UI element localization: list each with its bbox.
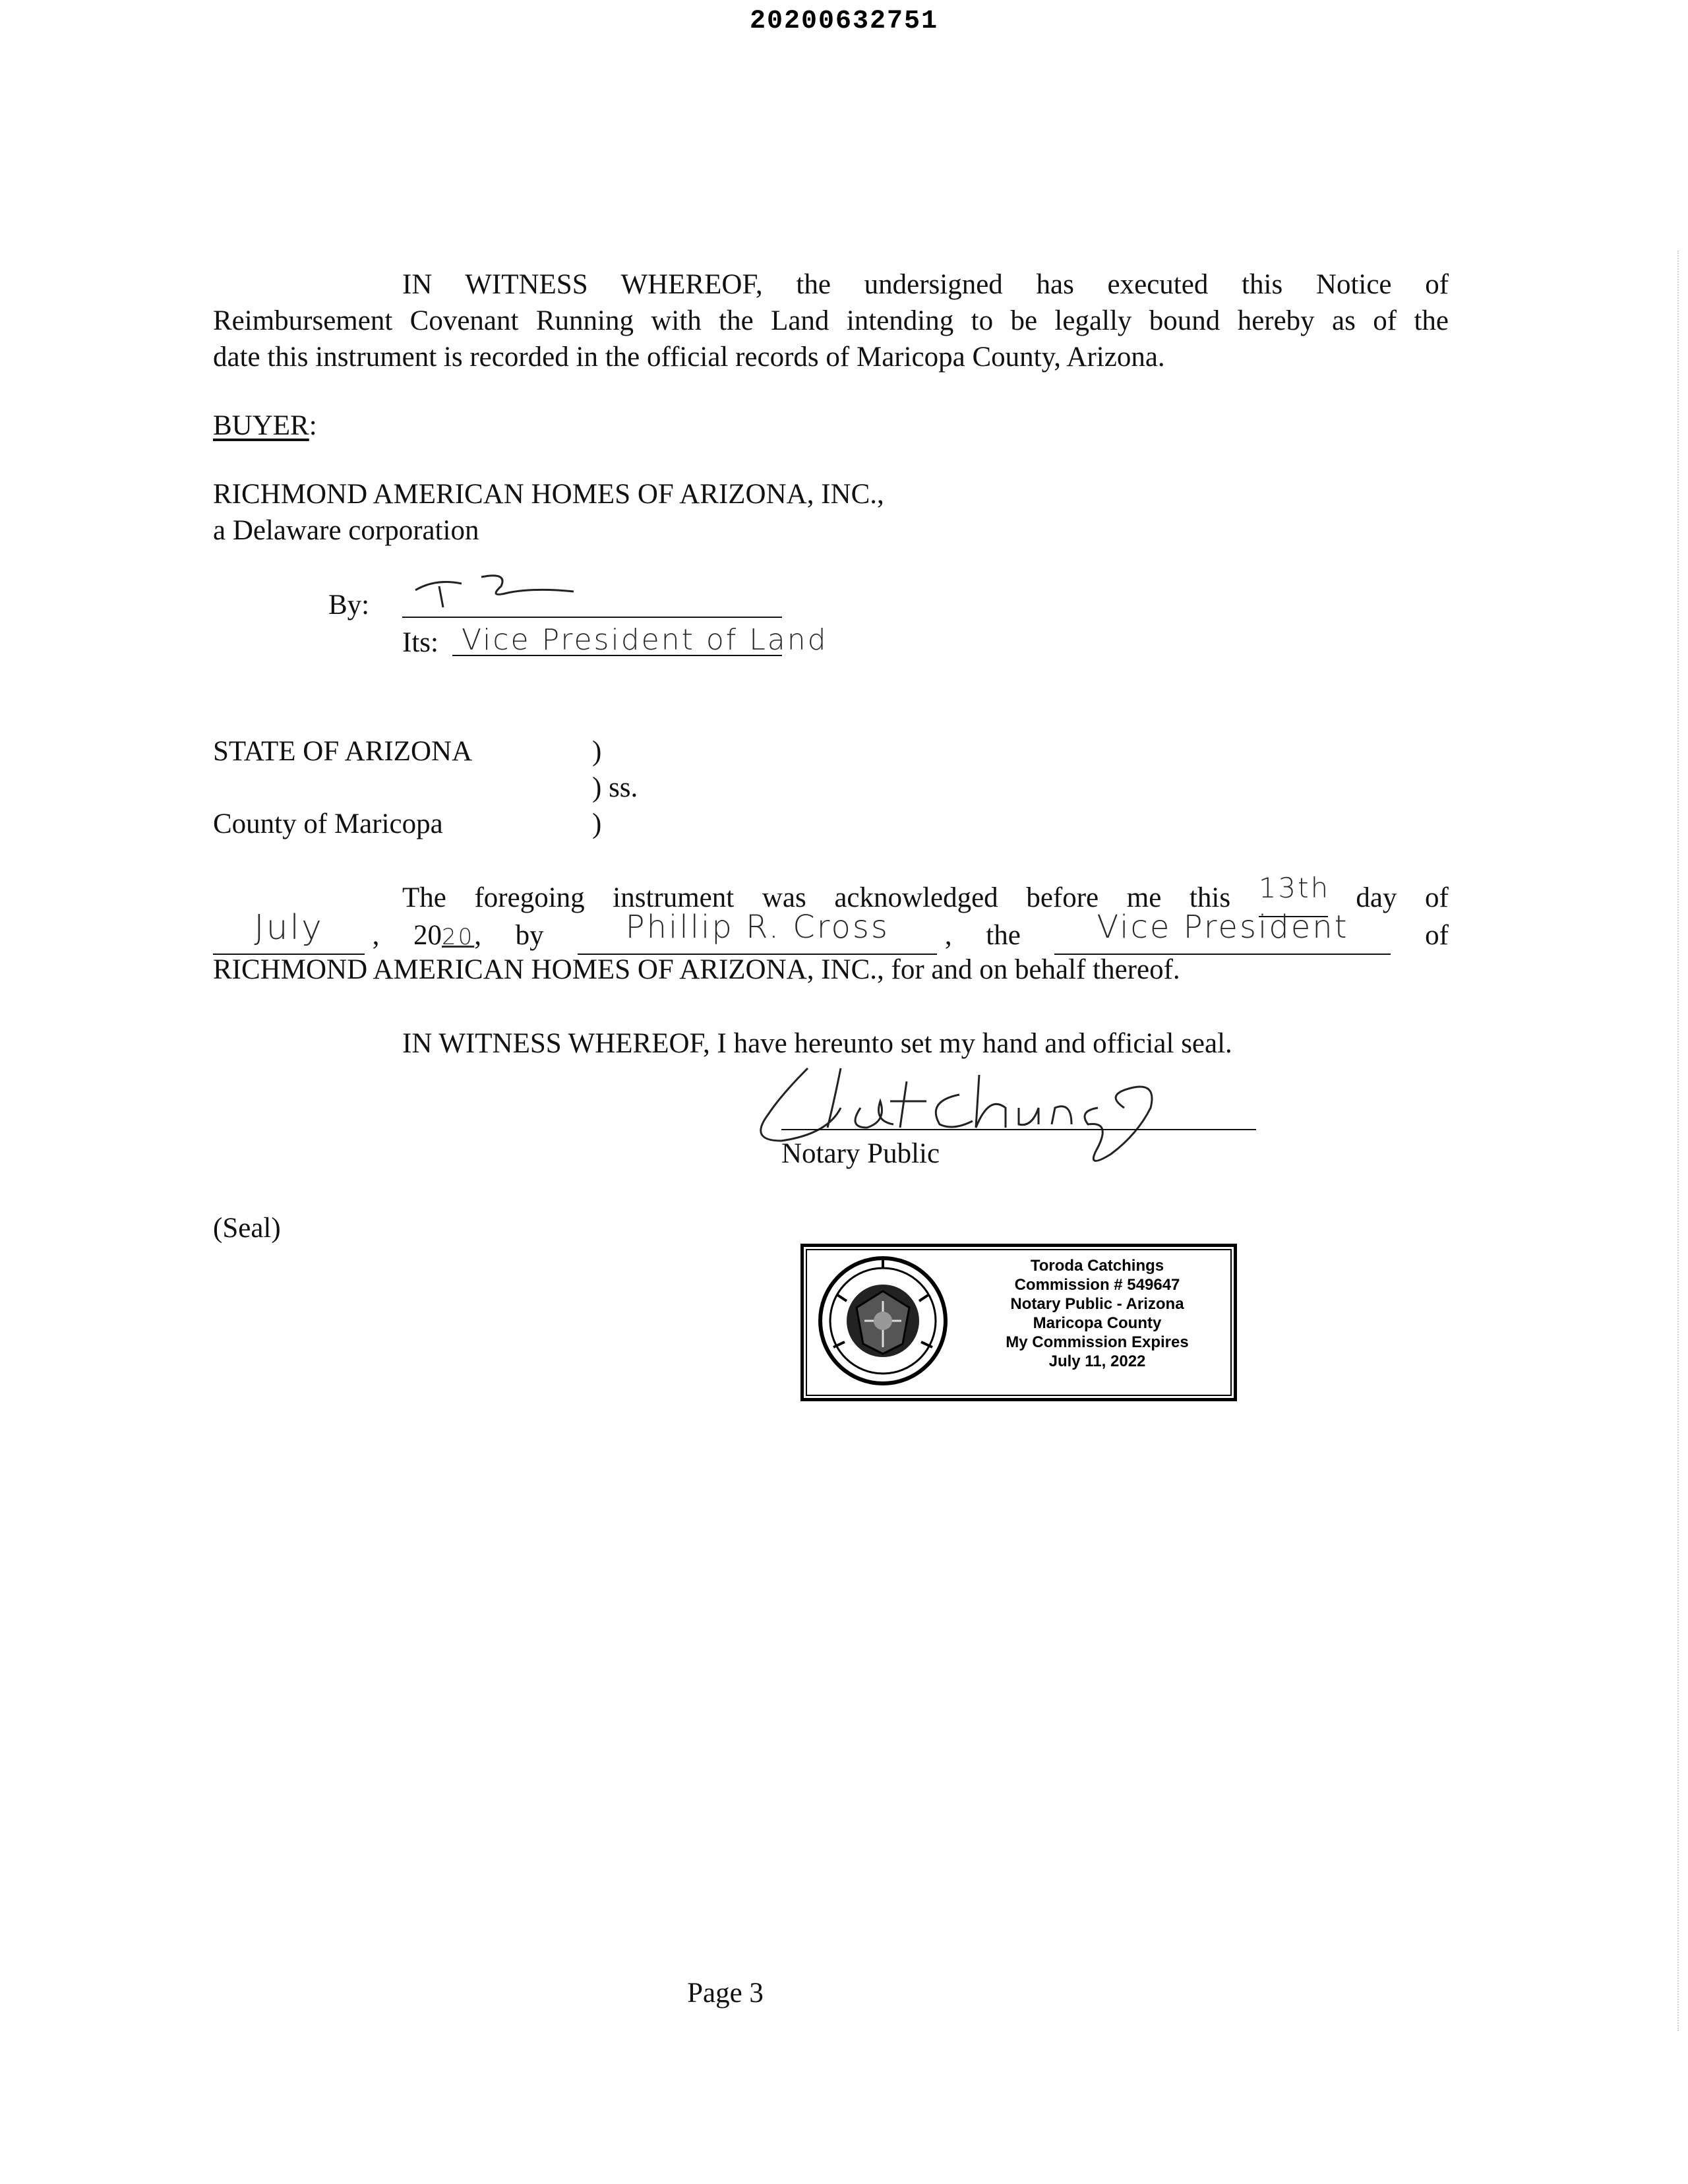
word: Notice [1315, 269, 1392, 300]
word: WITNESS [465, 269, 588, 300]
scan-edge-artifact [1677, 251, 1688, 2031]
buyer-heading-colon: : [309, 410, 317, 441]
page-number: Page 3 [687, 1978, 764, 2009]
comma: , [474, 920, 482, 951]
stamp-title: Notary Public - Arizona [1010, 1295, 1184, 1313]
stamp-text [969, 1256, 1226, 1371]
word: by [515, 920, 544, 951]
buyer-company-type: a Delaware corporation [213, 515, 479, 546]
its-handwritten-title: Vice President of Land [462, 623, 828, 657]
buyer-company-name: RICHMOND AMERICAN HOMES OF ARIZONA, INC., [213, 479, 884, 510]
venue-ss: ) ss. [592, 772, 638, 803]
stamp-commission: Commission # 549647 [1014, 1276, 1180, 1294]
venue-state: STATE OF ARIZONA [213, 736, 473, 767]
word: the [986, 920, 1021, 951]
stamp-expires-date: July 11, 2022 [1048, 1352, 1146, 1370]
witness-clause-line-2: Reimbursement Covenant Running with the Land intending to be legally bound hereby as of the [213, 305, 1449, 336]
acknowledgment-line-3: RICHMOND AMERICAN HOMES OF ARIZONA, INC., for and on behalf thereof. [213, 954, 1180, 985]
title-blank [1054, 909, 1391, 955]
word: this [1189, 882, 1231, 913]
word: of [1425, 882, 1449, 913]
buyer-heading-text: BUYER [213, 410, 309, 441]
state-seal-icon [817, 1255, 949, 1387]
year-prefix: 20 [413, 920, 442, 951]
word: undersigned [864, 269, 1003, 300]
word: The [402, 882, 446, 913]
year-handwritten: 20 [442, 924, 475, 950]
word: WHEREOF, [620, 269, 763, 300]
word: day [1356, 882, 1397, 913]
by-signature-mark [409, 564, 580, 620]
witness-clause-line-3: date this instrument is recorded in the official records of Maricopa County, Arizona. [213, 342, 1165, 373]
word: the [796, 269, 831, 300]
venue-paren-top: ) [592, 736, 602, 767]
name-handwritten: Phillip R. Cross [625, 909, 889, 946]
recording-number: 20200632751 [749, 7, 939, 36]
day-handwritten: 13th [1258, 872, 1331, 904]
stamp-expires-label: My Commission Expires [1006, 1333, 1189, 1351]
venue-paren-bottom: ) [592, 808, 602, 839]
comma: , [944, 920, 952, 951]
year [413, 917, 481, 956]
seal-label: (Seal) [213, 1213, 281, 1244]
notary-stamp [800, 1244, 1237, 1401]
word: of [1425, 269, 1449, 300]
notary-witness-line: IN WITNESS WHEREOF, I have hereunto set my hand and official seal. [402, 1028, 1232, 1059]
month-handwritten: July [254, 908, 324, 948]
word: executed [1107, 269, 1209, 300]
witness-clause-line-1 [213, 266, 1449, 303]
witness-clause-paragraph [213, 266, 1449, 375]
month-blank [213, 908, 365, 955]
notary-signature-line [781, 1129, 1256, 1130]
acknowledgment-line-2 [213, 908, 1449, 956]
notary-public-label: Notary Public [781, 1138, 940, 1169]
stamp-county: Maricopa County [1033, 1314, 1162, 1332]
word: before [1026, 882, 1099, 913]
word: has [1036, 269, 1074, 300]
by-label: By: [328, 590, 370, 621]
its-label: Its: [402, 627, 438, 658]
word: instrument [613, 882, 735, 913]
title-handwritten: Vice President [1097, 909, 1349, 946]
word: of [1425, 920, 1449, 951]
word: me [1126, 882, 1162, 913]
word: IN [402, 269, 433, 300]
name-blank [578, 909, 937, 955]
word: acknowledged [834, 882, 998, 913]
comma: , [372, 920, 380, 951]
word: foregoing [474, 882, 585, 913]
stamp-name: Toroda Catchings [1030, 1257, 1164, 1275]
buyer-heading [213, 408, 317, 444]
venue-county: County of Maricopa [213, 808, 443, 839]
word: this [1242, 269, 1283, 300]
word: was [762, 882, 806, 913]
